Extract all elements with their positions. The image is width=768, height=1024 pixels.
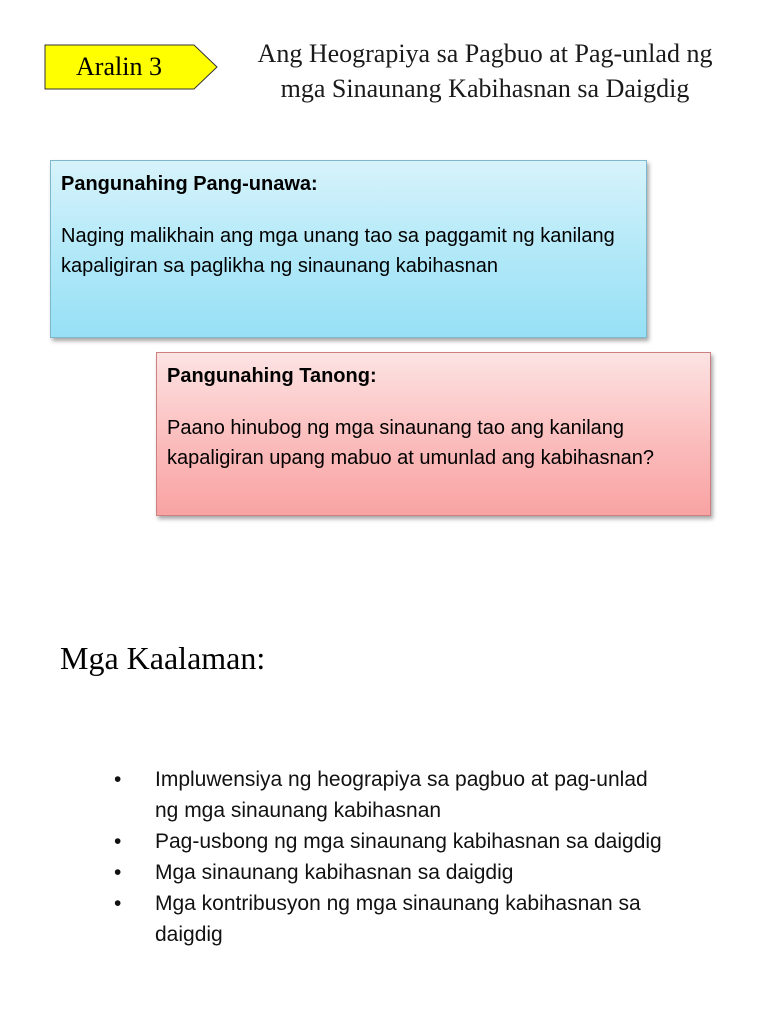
understanding-heading: Pangunahing Pang-unawa: — [61, 173, 318, 195]
list-item-text: Impluwensiya ng heograpiya sa pagbuo at pag-unlad ng mga sinaunang kabihasnan — [155, 768, 648, 822]
list-item — [114, 888, 674, 950]
bullet-icon: • — [114, 892, 122, 915]
list-item — [114, 764, 674, 826]
list-item — [114, 826, 674, 857]
list-item-text: Pag-usbong ng mga sinaunang kabihasnan sa daigdig — [155, 830, 662, 853]
lesson-badge — [44, 44, 218, 90]
knowledge-list — [114, 764, 674, 950]
lesson-title: Ang Heograpiya sa Pagbuo at Pag-unlad ng mga Sinaunang Kabihasnan sa Daigdig — [257, 39, 713, 103]
knowledge-title: Mga Kaalaman: — [60, 640, 266, 676]
lesson-badge-label: Aralin 3 — [76, 52, 162, 81]
bullet-icon: • — [114, 830, 122, 853]
list-item-text: Mga kontribusyon ng mga sinaunang kabihasnan sa daigdig — [155, 892, 641, 946]
question-heading: Pangunahing Tanong: — [167, 365, 377, 387]
list-item-text: Mga sinaunang kabihasnan sa daigdig — [155, 861, 514, 884]
question-box — [156, 352, 711, 516]
understanding-box — [50, 160, 647, 338]
bullet-icon: • — [114, 768, 122, 791]
understanding-body: Naging malikhain ang mga unang tao sa paggamit ng kanilang kapaligiran sa paglikha ng sinaunang kabihasnan — [61, 225, 615, 277]
bullet-icon: • — [114, 861, 122, 884]
question-body: Paano hinubog ng mga sinaunang tao ang kanilang kapaligiran upang mabuo at umunlad ang kabihasnan? — [167, 417, 655, 469]
list-item — [114, 857, 674, 888]
